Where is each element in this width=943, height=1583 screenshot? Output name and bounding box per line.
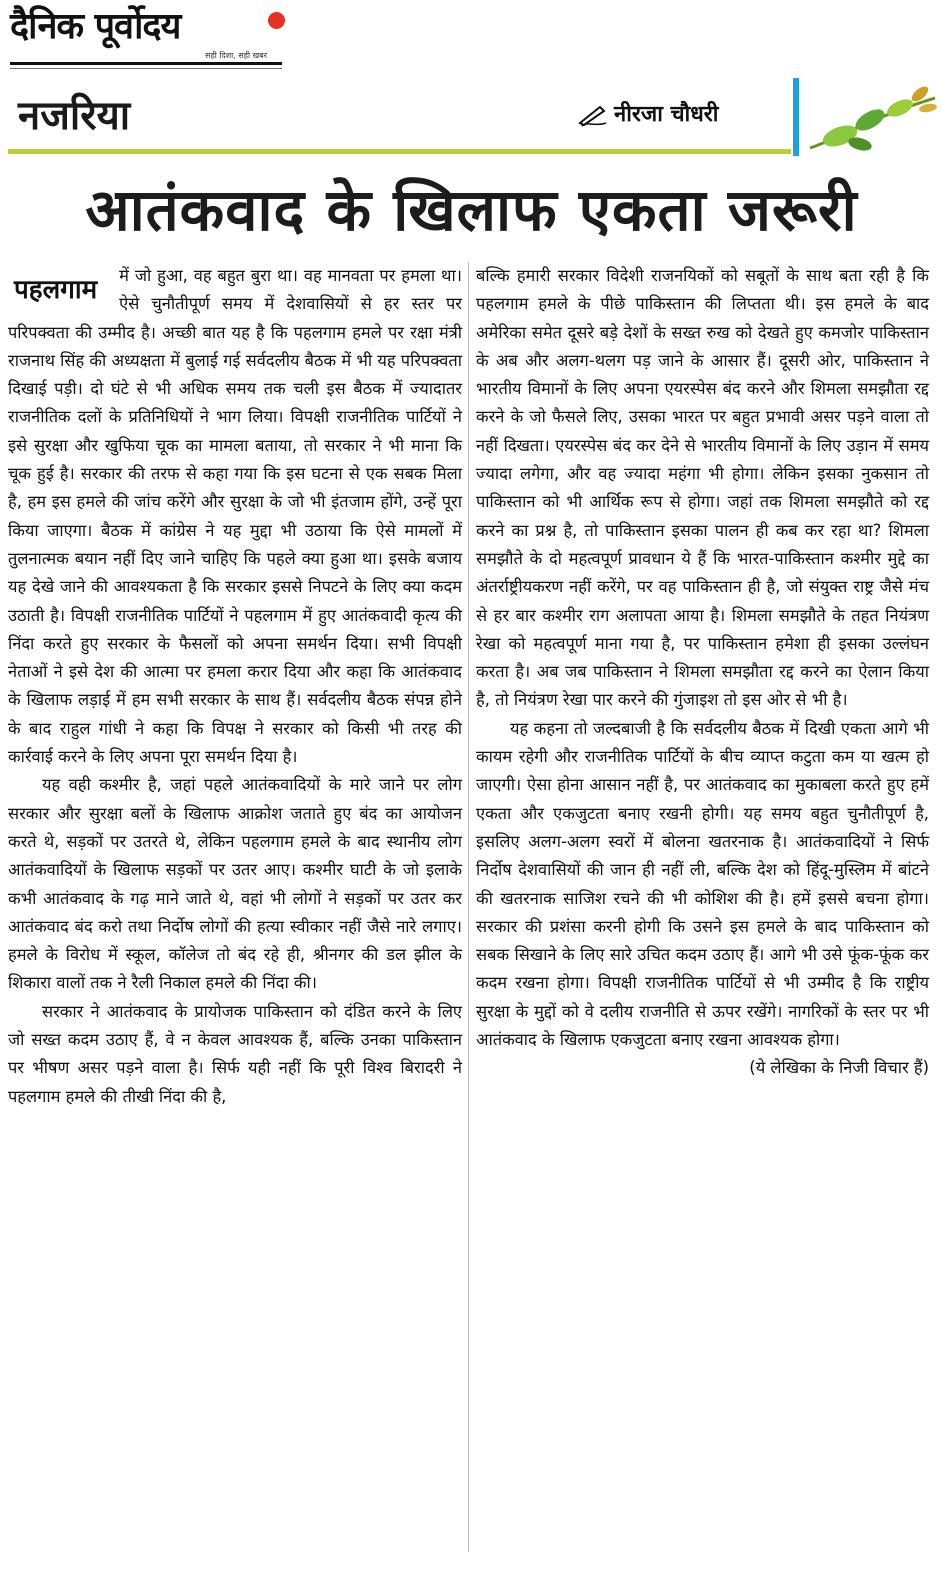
disclaimer: (ये लेखिका के निजी विचार हैं): [749, 1058, 929, 1078]
newspaper-name: दैनिक पूर्वोदय: [10, 6, 181, 47]
paragraph: यह कहना तो जल्दबाजी है कि सर्वदलीय बैठक में दिखी एकता आगे भी कायम रहेगी और राजनीतिक पार्टियों के बीच व्याप्त कटुता कम या खत्म हो जाएगी। ऐसा होना आसान नहीं है, पर आतंकवाद का मुकाबला करते हुए हमें एकता और एकजुटता बनाए रखनी होगी। यह समय बहुत चुनौतीपूर्ण है, इसलिए अलग-अलग स्वरों में बोलना खतरनाक है। आतंकवादियों ने सिर्फ निर्दोष देशवासियों की जान ही नहीं ली, बल्कि देश को हिंदू-मुस्लिम में बांटने की खतरनाक साजिश रचने की भी कोशिश की है। हमें इससे बचना होगा। सरकार की प्रशंसा करनी होगी कि उसने इस हमले के बाद पाकिस्तान को सबक सिखाने के लिए सारे उचित कदम उठाए हैं। आगे भी उसे फूंक-फूंक कर कदम रखना होगा। विपक्षी राजनीतिक पार्टियों से भी उम्मीद है कि राष्ट्रीय सुरक्षा के मुद्दों को वे दलीय राजनीति से ऊपर रखेंगे। नागरिकों के स्तर पर भी आतंकवाद के खिलाफ एकजुटता बनाए रखना आवश्यक होगा।: [476, 718, 929, 1050]
pen-icon: [578, 103, 608, 127]
author-name: नीरजा चौधरी: [614, 102, 719, 127]
paragraph: सरकार ने आतंकवाद के प्रायोजक पाकिस्तान को दंडित करने के लिए जो सख्त कदम उठाए हैं, वे न केवल आवश्यक हैं, बल्कि उनका पाकिस्तान पर भीषण असर पड़ने वाला है। सिर्फ यही नहीं कि पूरी विश्व बिरादरी ने पहलगाम हमले की तीखी निंदा की है,: [8, 1001, 462, 1106]
brand-dot-icon: [268, 12, 285, 29]
masthead-rule: [10, 62, 282, 65]
byline: [578, 100, 718, 130]
article-headline: आतंकवाद के खिलाफ एकता जरूरी: [85, 176, 858, 244]
leaf-decoration-icon: [800, 78, 940, 156]
section-accent-bar: [793, 78, 799, 156]
newspaper-tagline: सही दिशा, सही खबर: [205, 51, 267, 60]
section-underline: [8, 149, 791, 154]
masthead-rule-thin: [10, 68, 282, 69]
section-title: नजरिया: [18, 93, 131, 139]
paragraph: में जो हुआ, वह बहुत बुरा था। वह मानवता पर हमला था। ऐसे चुनौतीपूर्ण समय में देशवासियों से हर स्तर पर परिपक्वता की उम्मीद है। अच्छी बात यह है कि पहलगाम हमले पर रक्षा मंत्री राजनाथ सिंह की अध्यक्षता में बुलाई गई सर्वदलीय बैठक में भी यह परिपक्वता दिखाई पड़ी। दो घंटे से भी अधिक समय तक चली इस बैठक में ज्यादातर राजनीतिक दलों के प्रतिनिधियों ने भाग लिया। विपक्षी राजनीतिक पार्टियों ने इसे सुरक्षा और खुफिया चूक का मामला बताया, तो सरकार ने भी माना कि चूक हुई है। सरकार की तरफ से कहा गया कि इस घटना से एक सबक मिला है, हम इस हमले की जांच करेंगे और सुरक्षा के जो भी इंतजाम होंगे, उन्हें पूरा किया जाएगा। बैठक में कांग्रेस ने यह मुद्दा भी उठाया कि ऐसे मामलों में तुलनात्मक बयान नहीं दिए जाने चाहिए कि पहले क्या हुआ था। इसके बजाय यह देखे जाने की आवश्यकता है कि सरकार इससे निपटने के लिए क्या कदम उठाती है। विपक्षी राजनीतिक पार्टियों ने पहलगाम में हुए आतंकवादी कृत्य की निंदा करते हुए सरकार के फैसलों को अपना समर्थन दिया। सभी विपक्षी नेताओं ने इसे देश की आत्मा पर हमला करार दिया और कहा कि आतंकवाद के खिलाफ लड़ाई में हम सभी सरकार के साथ हैं। सर्वदलीय बैठक संपन्न होने के बाद राहुल गांधी ने कहा कि विपक्ष ने सरकार को किसी भी तरह की कार्रवाई करने के लिए अपना पूरा समर्थन दिया है।: [8, 266, 462, 767]
section-header: [8, 88, 791, 148]
paragraph: यह वही कश्मीर है, जहां पहले आतंकवादियों के मारे जाने पर लोग सरकार और सुरक्षा बलों के खिलाफ आक्रोश जताते हुए बंद का आयोजन करते थे, सड़कों पर उतरते थे, लेकिन पहलगाम हमले के बाद स्थानीय लोग आतंकवादियों के खिलाफ सड़कों पर उतर आए। कश्मीर घाटी के जो इलाके कभी आतंकवाद के गढ़ माने जाते थे, वहां भी लोगों ने सड़कों पर उतर कर आतंकवाद बंद करो तथा निर्दोष लोगों की हत्या स्वीकार नहीं जैसे नारे लगाए। हमले के विरोध में स्कूल, कॉलेज तो बंद रहे ही, श्रीनगर की डल झील के शिकारा वालों तक ने रैली निकाल हमले की निंदा की।: [8, 775, 462, 993]
article-column-right: [476, 262, 929, 1083]
column-divider: [468, 262, 469, 1552]
lead-word: पहलगाम: [14, 275, 98, 305]
article-column-left: [8, 262, 462, 1111]
paragraph: बल्कि हमारी सरकार विदेशी राजनयिकों को सबूतों के साथ बता रही है कि पहलगाम हमले के पीछे पाकिस्तान की लिप्तता थी। इस हमले के बाद अमेरिका समेत दूसरे बड़े देशों के सख्त रुख को देखते हुए कमजोर पाकिस्तान के अब और अलग-थलग पड़ जाने के आसार हैं। दूसरी ओर, पाकिस्तान ने भारतीय विमानों के लिए अपना एयरस्पेस बंद करने और शिमला समझौता रद्द करने के जो फैसले लिए, उसका भारत पर बहुत प्रभावी असर पड़ने वाला तो नहीं दिखता। एयरस्पेस बंद कर देने से भारतीय विमानों के लिए उड़ान में समय ज्यादा लगेगा, और वह ज्यादा महंगा भी होगा। लेकिन इसका नुकसान तो पाकिस्तान को भी आर्थिक रूप से होगा। जहां तक शिमला समझौते को रद्द करने का प्रश्न है, तो पाकिस्तान इसका पालन ही कब कर रहा था? शिमला समझौते के दो महत्वपूर्ण प्रावधान ये हैं कि भारत-पाकिस्तान कश्मीर मुद्दे का अंतर्राष्ट्रीयकरण नहीं करेंगे, पर वह पाकिस्तान ही है, जो संयुक्त राष्ट्र जैसे मंच से हर बार कश्मीर राग अलापता आया है। शिमला समझौते के तहत नियंत्रण रेखा को महत्वपूर्ण माना गया है, पर पाकिस्तान हमेशा ही इसका उल्लंघन करता है। अब जब पाकिस्तान ने शिमला समझौता रद्द करने का ऐलान किया है, तो नियंत्रण रेखा पार करने की गुंजाइश तो इस ओर से भी है।: [476, 266, 929, 710]
